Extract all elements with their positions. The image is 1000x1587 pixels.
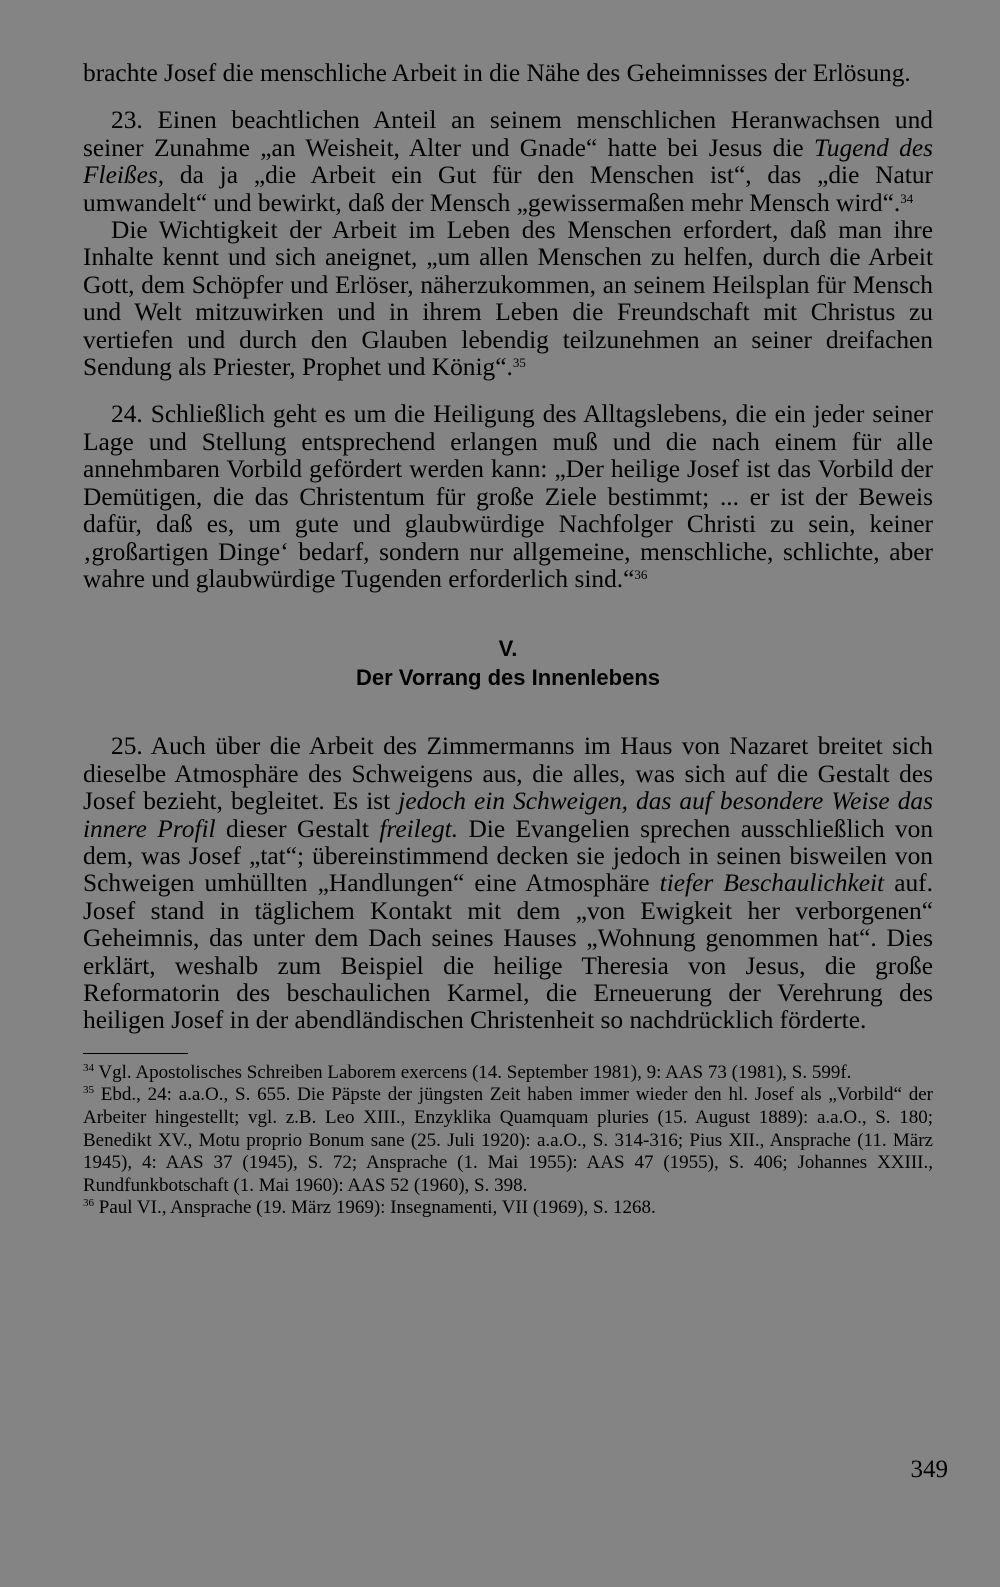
footnote-34-text: Vgl. Apostolisches Schreiben Laborem exercens (14. September 1981), 9: AAS 73 (1981), S. 599f.: [94, 1061, 852, 1083]
paragraph-25-emphasis-1: jedoch ein Schweigen, das auf besondere Weise das innere Profil: [83, 787, 933, 843]
footnote-34-number: 34: [83, 1061, 94, 1074]
footnote-35-text: Ebd., 24: a.a.O., S. 655. Die Päpste der jüngsten Zeit haben immer wieder den hl. Josef als „Vorbild“ der Arbeiter hingestellt; vgl. z.B. Leo XIII., Enzyklika Quamquam pluries (15. August 1889): a.a.O., S. 180; Benedikt XV., Motu proprio Bonum sane (25. Juli 1920): a.a.O., S. 314-316; Pius XII., Ansprache (11. März 1945), 4: AAS 37 (1945), S. 72; Ansprache (1. Mai 1955): AAS 47 (1955), S. 406; Johannes XXIII., Rundfunkbotschaft (1. Mai 1960): AAS 52 (1960), S. 398.: [83, 1084, 933, 1196]
paragraph-25-emphasis-3: tiefer Beschaulichkeit: [659, 869, 885, 898]
footnote-35-number: 35: [83, 1084, 94, 1097]
footnote-ref-36[interactable]: 36: [634, 566, 648, 582]
paragraph-23b-text: Die Wichtigkeit der Arbeit im Leben des Menschen erfordert, daß man ihre Inhalte kennt und sich aneignet, „um allen Menschen zu helfen, durch die Arbeit Gott, dem Schöpfer und Erlöser, näherzukommen, an seinem Heilsplan für Mensch und Welt mitzuwirken und in ihrem Leben die Freundschaft mit Christus zu vertiefen und durch den Glauben lebendig teilzunehmen an seiner dreifachen Sendung als Priester, Prophet und König“.: [83, 216, 933, 382]
paragraph-25-text: 25. Auch über die Arbeit des Zimmermanns im Haus von Nazaret breitet sich dieselbe Atmosphäre des Schweigens aus, die alles, was sich auf die Gestalt des Josef bezieht, begleitet. Es ist: [83, 732, 933, 816]
footnote-36-number: 36: [83, 1197, 94, 1210]
paragraph-25-text-4: auf. Josef stand in täglichem Kontakt mit dem „von Ewigkeit her verborgenen“ Geheimnis, das unter dem Dach seines Hauses „Wohnung genommen hat“. Dies erklärt, weshalb zum Beispiel die heilige Theresia von Jesus, die große Reformatorin des beschaulichen Karmel, die Erneuerung der Verehrung des heiligen Josef in der abendländischen Christenheit so nachdrücklich förderte.: [83, 869, 933, 1035]
paragraph-23-continued: [83, 217, 933, 381]
footnote-ref-35[interactable]: 35: [512, 355, 526, 371]
footnote-35: [83, 1084, 933, 1197]
paragraph-25: [83, 733, 933, 1034]
footnote-divider: [83, 1053, 188, 1054]
document-page: [83, 60, 933, 1220]
paragraph-25-text-3: Die Evangelien sprechen ausschließlich von dem, was Josef „tat“; übereinstimmend decken sie jedoch in seinen bisweilen von Schweigen umhüllten „Handlungen“ eine Atmosphäre: [83, 814, 934, 898]
footnote-ref-34[interactable]: 34: [900, 190, 914, 206]
paragraph-intro: [83, 60, 933, 87]
paragraph-23-text: 23. Einen beachtlichen Anteil an seinem menschlichen Heranwachsen und seiner Zunahme „an Weisheit, Alter und Gnade“ hatte bei Jesus die: [83, 106, 933, 162]
paragraph-23: [83, 107, 933, 217]
paragraph-25-emphasis-2: freilegt.: [379, 814, 459, 843]
paragraph-23-emphasis: Tugend des Fleißes,: [83, 133, 934, 190]
paragraph-intro-text: brachte Josef die menschliche Arbeit in die Nähe des Geheimnisses der Erlösung.: [83, 59, 911, 87]
footnote-36: [83, 1197, 933, 1220]
paragraph-24: [83, 401, 933, 593]
page-number: 349: [910, 1456, 948, 1483]
section-title: Der Vorrang des Innenlebens: [355, 665, 660, 691]
paragraph-25-text-2: dieser Gestalt: [215, 814, 380, 843]
section-number: V.: [498, 636, 518, 662]
footnote-34: [83, 1062, 933, 1085]
paragraph-23-text-continued: da ja „die Arbeit ein Gut für den Menschen ist“, das „die Natur umwandelt“ und bewirkt, daß der Mensch „gewissermaßen mehr Mensch wird“.: [83, 161, 933, 217]
paragraph-24-text: 24. Schließlich geht es um die Heiligung des Alltagslebens, die ein jeder seiner Lage und Stellung entsprechend erlangen muß und die nach einem für alle annehmbaren Vorbild gefördert werden kann: „Der heilige Josef ist das Vorbild der Demütigen, die das Christentum für große Ziele bestimmt; ... er ist der Beweis dafür, daß es, um gute und glaubwürdige Nachfolger Christi zu sein, keiner ‚großartigen Dinge‘ bedarf, sondern nur allgemeine, menschliche, schlichte, aber wahre und glaubwürdige Tugenden erforderlich sind.“: [83, 400, 933, 593]
footnote-36-text: Paul VI., Ansprache (19. März 1969): Insegnamenti, VII (1969), S. 1268.: [94, 1197, 656, 1219]
